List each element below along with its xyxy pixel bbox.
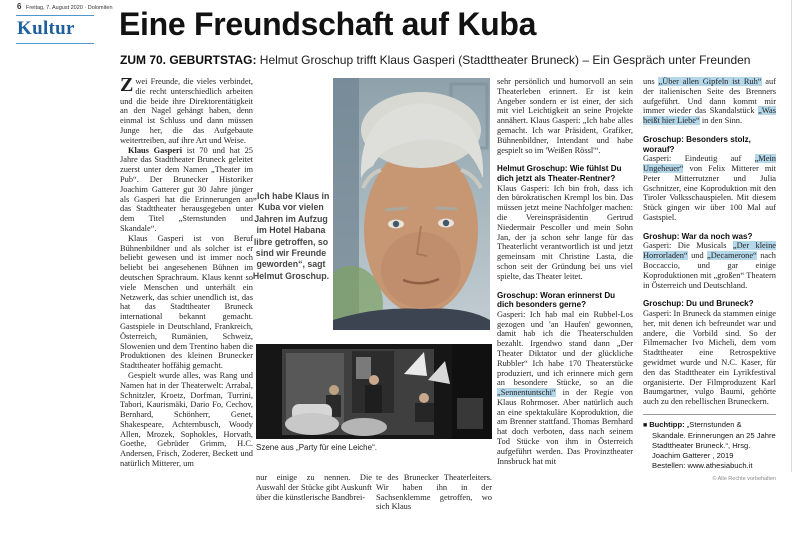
- section-title: Kultur: [17, 18, 75, 39]
- body-paragraph: Gespielt wurde alles, was Rang und Namen hat in der Theaterwelt: Arrabal, Schnitzler, Kroetz, Dorfman, Turrini, Tabori, Kaurismäki, Dario Fo, Cechov, Bernhard, Schönherr, Genet, Shakespeare, Achternbusch, Woody Allen, Mrozek, Sophokles, Horvath, Goethe, Gebrüder Grimm, H.C. Andersen, Frisch, Zoderer, Beckett und natürlich Mitterer, um: [120, 370, 253, 469]
- column-3: [497, 77, 633, 466]
- qa-answer: Gasperi: Eindeutig auf „Mein Ungeheuer“ von Felix Mitterer mit Peter Mitterrutzner und Julia Gschnitzer, eine Koproduktion mit den Tiroler Volksschauspielen. Mit diesem Stück gingen wir über 100 Mal auf Gastspiel.: [643, 154, 776, 222]
- section-rule-top: [16, 15, 94, 16]
- kicker-label: ZUM 70. GEBURTSTAG:: [120, 53, 257, 67]
- qa-answer: Klaus Gasperi: Ich bin froh, dass ich den bürokratischen Krempl los bin. Das müssen jetzt meine Nachfolger machen: die Vereinspräsidentin Gertrud Niedermair Pescoller und mein Sohn Jan, der ja schon sehr lange für das Theaterlicht verantwortlich ist und jetzt gemeinsam mit Christine Lasta, die schon seit der Gründung bei uns viel spielte, das Theater leitet.: [497, 183, 633, 281]
- book-tip-rule: [643, 414, 776, 415]
- book-tip: ■ Buchtipp: „Sternstunden & Skandale. Erinnerungen an 25 Jahre Stadttheater Bruneck.“, Hrsg. Joachim Gatterer , 2019: [643, 419, 776, 460]
- body-paragraph: Klaus Gasperi ist 70 und hat 25 Jahre das Stadttheater Bruneck geleitet zuerst unter dem Namen „Theater im Pub“. Der Brunecker Historiker Joachim Gatterer gut 30 Jahre jünger als Gasperi hat die Erinnerungen an das Stadttheater herausgegeben unter dem Titel „Sternstunden und Skandale“.: [120, 145, 253, 233]
- page-edge-line: [791, 0, 792, 472]
- column-4: [643, 77, 776, 485]
- portrait-photo-image: [333, 78, 490, 330]
- qa-question: Helmut Groschup: Wie fühlst Du dich jetzt als Theater-Rentner?: [497, 164, 622, 183]
- body-paragraph: Zwei Freunde, die vieles verbindet, die recht unterschiedlich arbeiten und die beide ihre Direktorentätigkeit an den Nagel gehängt haben, denn einmal ist Schluss und dann müssen Junge her, die das Aufgebaute weitertreiben, auf ihre Art und Weise.: [120, 74, 253, 145]
- qa-answer: Gasperi: Ich hab mal ein Rubbel-Los gezogen und 'an Haufen' gewonnen, damit hab ich die Theaterschulden bezahlt. Irgendwo stand dann „Der Theater Diktator und der glückliche Rubbler“ Ich habe 170 Theaterstücke produziert, und ich erinnere mich gern an besondere Stücke, so an die „Sennentuntschi“ in der Regie von Klaus Rohrmoser. Aber natürlich auch an eine spektakuläre Koproduktion, die am Brenner stattfand. Thomas Bernhard hat doch verboten, dass nach seinem Tod Stücke von ihm in Österreich aufgeführt werden. Das Provinztheater Innsbruck hat mit: [497, 309, 633, 466]
- column-1: [120, 74, 253, 469]
- bottom-strip-col-1: nur einige zu nennen. Die Auswahl der Stücke gibt Auskunft über die künstlerische Bandbrei-: [256, 473, 372, 502]
- qa-answer: Gasperi: Die Musicals „Der kleine Horrorladen“ und „Decamerone“ nach Boccaccio, und gar einige Koproduktionen mit „großen“ Theatern in Österreich und Deutschland.: [643, 241, 776, 290]
- photo-caption: Szene aus „Party für eine Leiche“.: [256, 443, 377, 452]
- kicker-text: Helmut Groschup trifft Klaus Gasperi (Stadttheater Bruneck) – Ein Gespräch unter Freunden: [256, 53, 751, 67]
- headline: Eine Freundschaft auf Kuba: [119, 6, 537, 42]
- theater-photo-image: [256, 344, 492, 439]
- body-paragraph: sehr persönlich und humorvoll an sein Theaterleben erinnert. Er ist kein Angeber sondern er ist einer, der sich mit viel Leichtigkeit an seine Projekte annähert. Klaus Gasperi: „Ich habe alles gemacht. Ich war Präsident, Grafiker, Bühnenbildner, Intendant und habe gespielt so im 'Weißen Rössl'“.: [497, 77, 633, 155]
- pull-quote: „Ich habe Klaus in Kuba vor vielen Jahren im Aufzug im Hotel Habana libre getroffen, so sind wir Freunde geworden“, sagt Helmut Groschup.: [252, 191, 330, 281]
- portrait-photo: [333, 78, 490, 330]
- kicker: [120, 53, 792, 67]
- dateline: Freitag, 7. August 2020 · Dolomiten: [25, 5, 113, 11]
- order-line: Bestellen: www.athesiabuch.it: [652, 460, 753, 470]
- qa-question: Groschup: Woran erinnerst Du dich besonders gerne?: [497, 290, 616, 310]
- section-rule-bottom: [16, 43, 94, 44]
- bottom-strip-col-2: te des Brunecker Theaterleiters. Wir haben ihn in der Sachsenklemme getroffen, wo sich Klaus: [376, 473, 492, 512]
- qa-question: Groshup: War da noch was?: [643, 231, 753, 241]
- copyright-notice: © Alle Rechte vorbehalten: [712, 475, 776, 482]
- body-paragraph: Klaus Gasperi ist von Beruf Bühnenbildner und als solcher ist er beliebt gewesen und ist immer noch beliebt bei angesehenen Bühnen im deutschen Sprachraum. Klaus kennt so viele Menschen und unterhält ein Netzwerk, das schier unendlich ist, das hat das Stadttheater Bruneck international bekannt gemacht. Gastspiele in Deutschland, Frankreich, Österreich, Rumänien, Schweiz, Slowenien und dem Trentino haben die Produktionen des kleinen Brunecker Stadttheater hoffähig gemacht.: [120, 233, 253, 371]
- qa-question: Groschup: Du und Bruneck?: [643, 299, 754, 309]
- qa-question: Groschup: Besonders stolz, worauf?: [643, 134, 751, 154]
- page-number: 6: [17, 2, 22, 11]
- qa-answer: Gasperi: In Bruneck da stammen einige her, mit denen ich befreundet war und andere, die Vorbild sind. So der Filmemacher Ivo Micheli, dem vom Stadttheater eine Retrospektive gewidmet wurde und N.C. Kaser, für den das Stadttheater ein Lyrikfestival organisierte. Der Filmproduzent Karl Baumgartner, vulgo Baumi, gehörte auch zu den rebellischen Bruneckern.: [643, 308, 776, 407]
- qa-answer: uns „Über allen Gipfeln ist Ruh“ auf der italienischen Seite des Brenners aufgeführt. Und dann kommt mir immer wieder das Skandalstück „Was heißt hier Liebe“ in den Sinn.: [643, 77, 776, 126]
- theater-photo: [256, 344, 492, 439]
